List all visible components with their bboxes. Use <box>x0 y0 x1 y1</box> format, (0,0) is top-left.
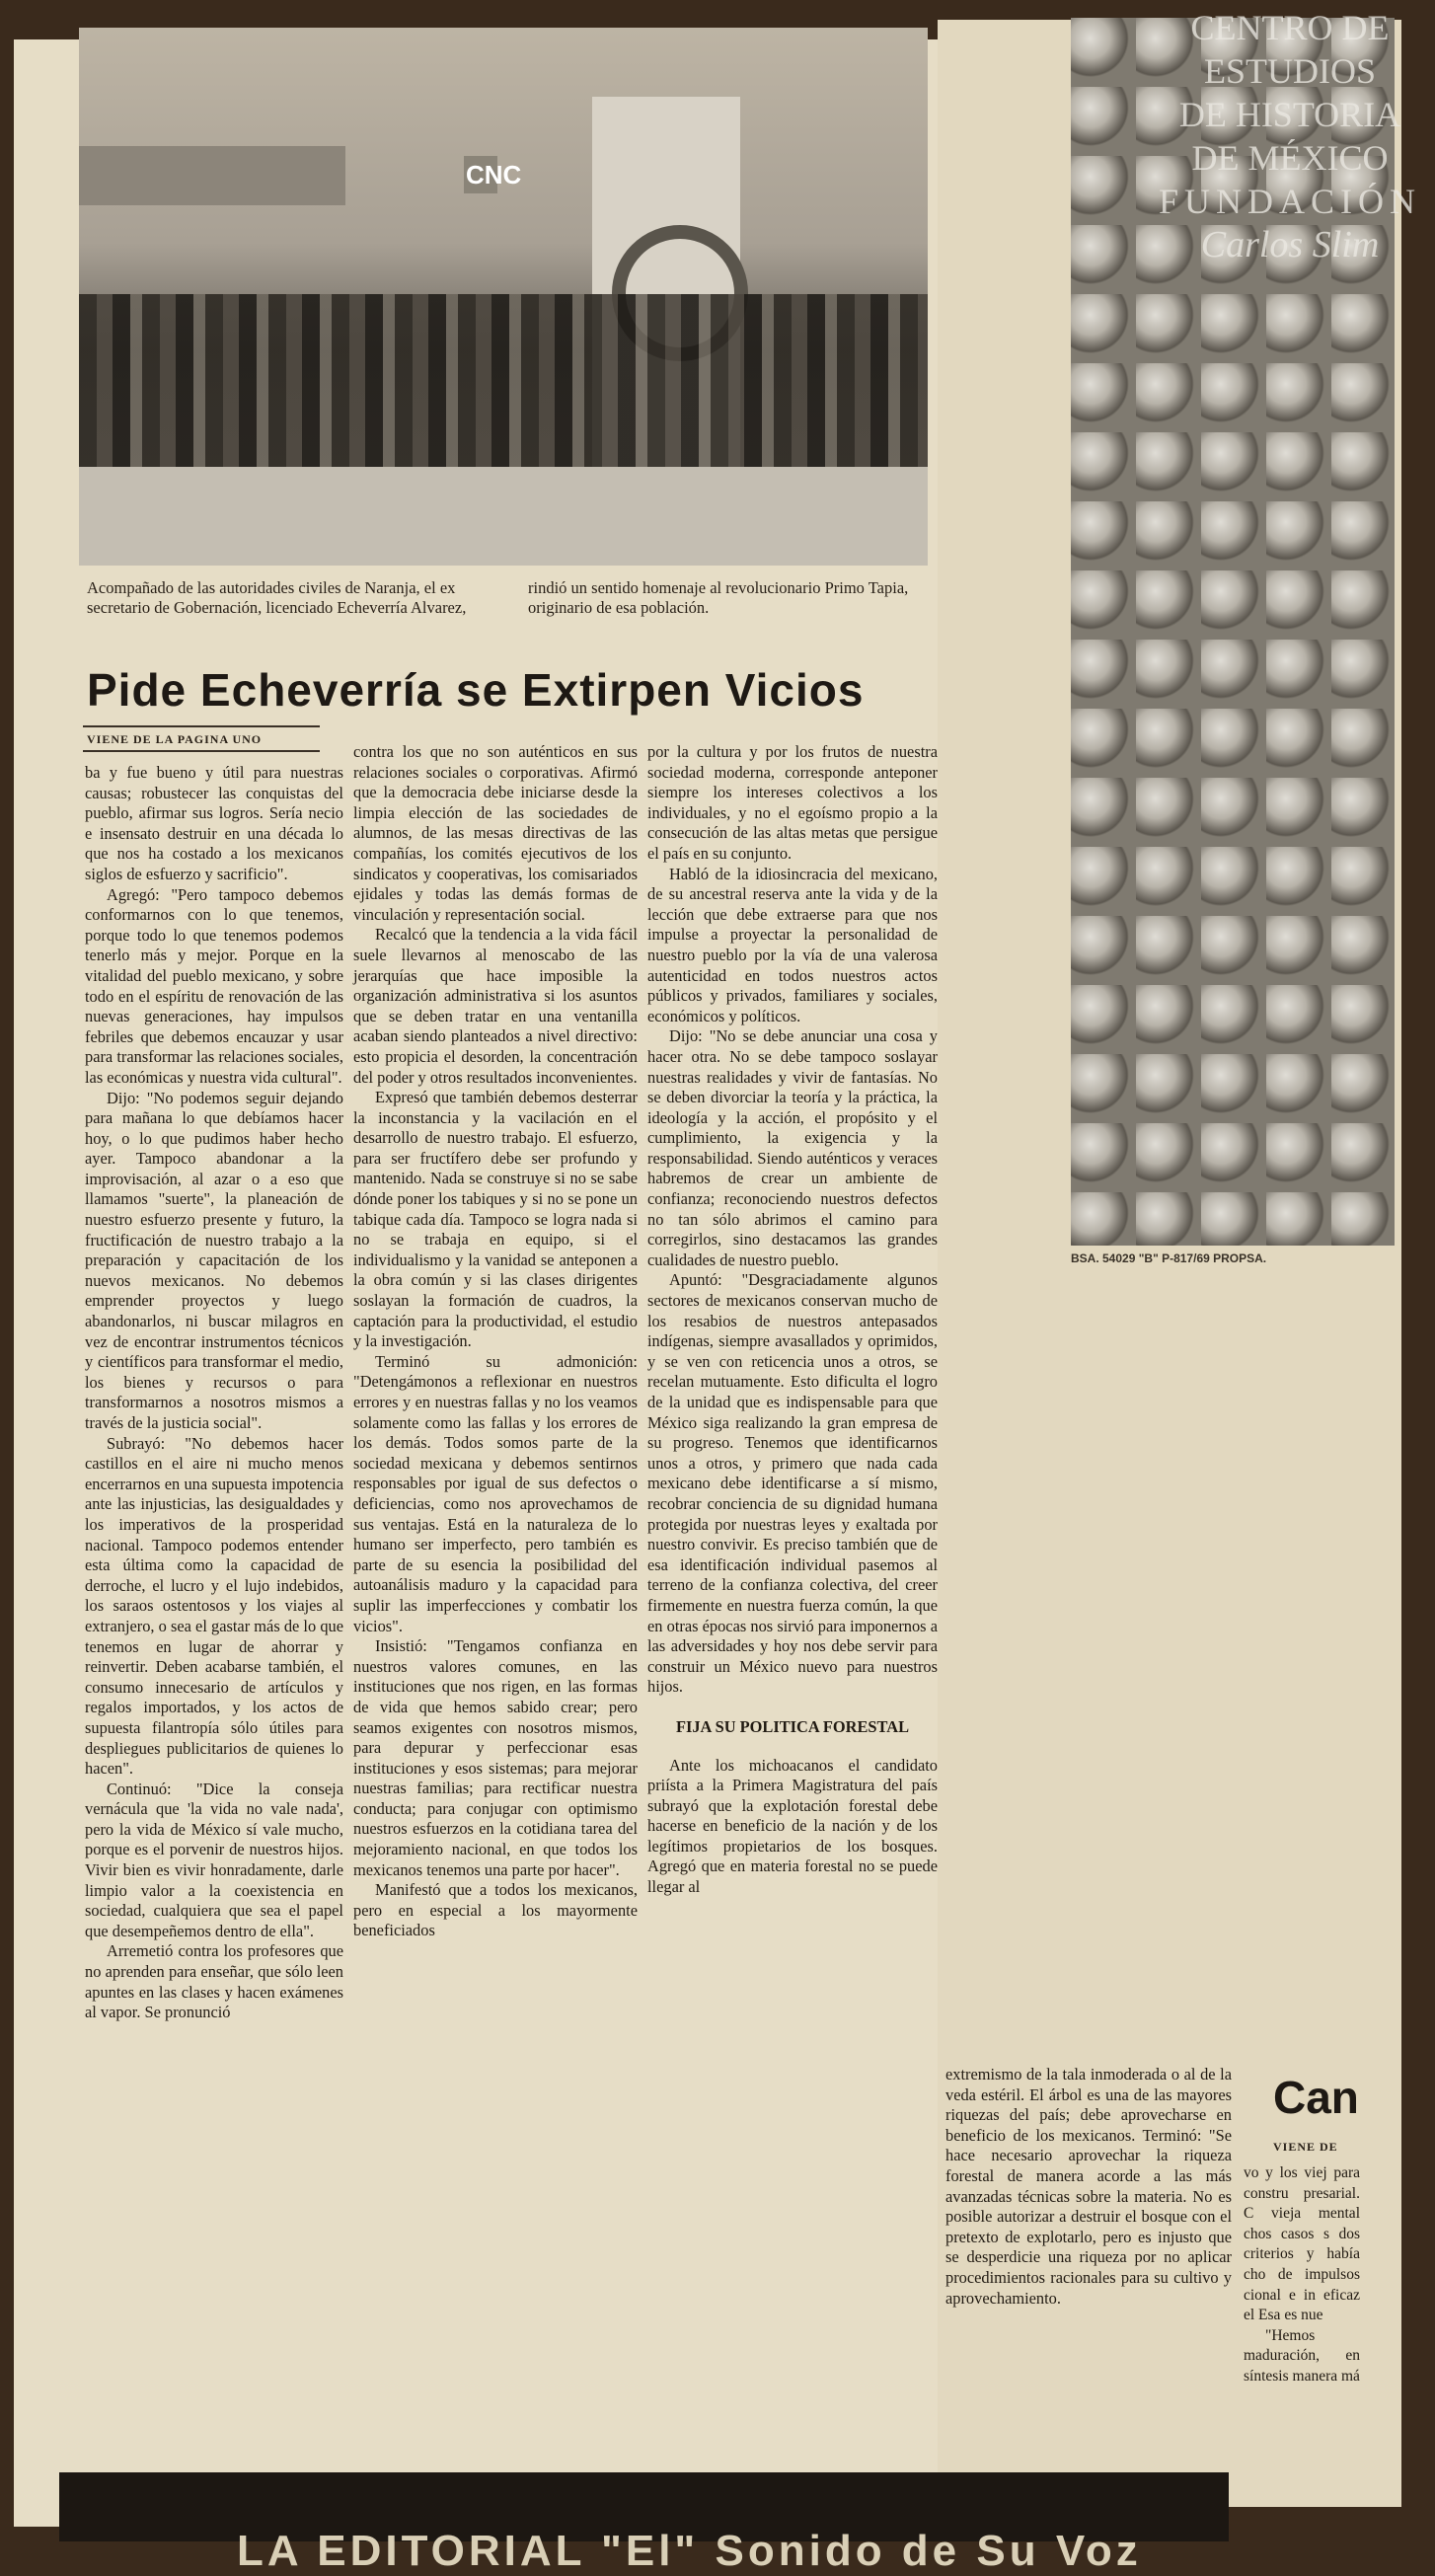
paragraph: por la cultura y por los frutos de nuestra sociedad moderna, corresponde anteponer siempre los intereses colectivos a los individuales, y no el egoísmo propio a la consecución de las altas metas que persigue el país en su conjunto. <box>647 742 938 863</box>
paragraph: ba y fue bueno y útil para nuestras causas; robustecer las conquistas del pueblo, afirmar sus logros. Sería necio e insensato destruir en una década lo que nos ha costado a los mexicanos siglos de esfuerzo y sacrificio". <box>85 763 343 883</box>
photo-caption-right: rindió un sentido homenaje al revolucionario Primo Tapia, originario de esa población. <box>528 578 909 617</box>
partial-kicker: VIENE DE <box>1273 2140 1338 2154</box>
article-kicker: VIENE DE LA PAGINA UNO <box>87 732 263 746</box>
paragraph: Agregó: "Pero tampoco debemos conformarnos con lo que tenemos, porque todo lo que tenemos podemos tenerlo más y mejor. Porque en la vitalidad del pueblo mexicano, y sobre todo en el espíritu de renovación de las nuevas generaciones, hay impulsos febriles que debemos encauzar y usar para transformar las relaciones sociales, las económicas y nuestra vida cultural". <box>85 884 343 1087</box>
paragraph: Expresó que también debemos desterrar la inconstancia y la vacilación en el desarrollo de nuestro trabajo. El esfuerzo, para ser fructífero debe ser profundo y mantenido. Nada se construye si no se sabe dónde poner los tabiques y si no se pone un tabique cada día. Tampoco se logra nada si no se trabaja en equipo, si el individualismo y la vanidad se anteponen a la obra común y si las clases dirigentes soslayan la formación de cuadros, la captación para la productividad, el estudio y la investigación. <box>353 1088 638 1351</box>
paragraph: extremismo de la tala inmoderada o al de la veda estéril. El árbol es una de las mayores riquezas del país; debe aprovecharse en beneficio de los mexicanos. Terminó: "Se hace necesario aprovechar la riqueza forestal de manera acorde a las más avanzadas técnicas sobre la materia. No es posible autorizar a destruir el bosque con el pretexto de explotarlo, pero es injusto que se desperdicie una riqueza por no aplicar procedimientos racionales para su cultivo y aprovechamiento. <box>945 2065 1232 2308</box>
paragraph: Ante los michoacanos el candidato priísta a la Primera Magistratura del país subrayó que la explotación forestal debe hacerse en beneficio de la nación y de los legítimos propietarios de los bosques. Agregó que en materia forestal no se puede llegar al <box>647 1755 938 1897</box>
signature: Carlos Slim <box>1200 224 1380 265</box>
subhead: FIJA SU POLITICA FORESTAL <box>675 1716 910 1736</box>
article-column-4 <box>945 2065 1232 2309</box>
photo-caption-left: Acompañado de las autoridades civiles de Naranja, el ex secretario de Gobernación, licenciado Echeverría Alvarez, <box>87 578 467 617</box>
paragraph: Habló de la idiosincracia del mexicano, de su ancestral reserva ante la vida y de la lección que debe extraerse para que nos impulse a proyectar la personalidad de nuestro pueblo por la vía de una valerosa autenticidad en todos nuestros actos públicos y privados, familiares y sociales, económicos y políticos. <box>647 864 938 1025</box>
article-headline: Pide Echeverría se Extirpen Vicios <box>87 664 865 716</box>
paragraph: Dijo: "No podemos seguir dejando para mañana lo que debíamos hacer hoy, o lo que pudimos haber hecho ayer. Tampoco abandonar a la improvisación, al azar o a eso que llamamos "suerte", la planeación de nuestro esfuerzo presente y futuro, la fructificación de nuestro trabajo a la preparación y capacitación de los nuevos mexicanos. No debemos emprender proyectos y luego abandonarlos, ni buscar milagros en vez de encontrar instrumentos técnicos y científicos para transformar el medio, los bienes y recursos o para transformarnos a nosotros mismos a través de la justicia social". <box>85 1088 343 1432</box>
paragraph: Terminó su admonición: "Detengámonos a reflexionar en nuestros errores y en nuestras fallas y no los veamos solamente como las fallas y los errores de los demás. Todos somos parte de la sociedad mexicana y debemos sentirnos responsables por igual de sus defectos o deficiencias, como nos aprovechamos de sus ventajas. Está en la naturaleza de lo humano ser imperfecto, pero también es parte de su esencia la posibilidad del autoanálisis maduro y la capacidad para suplir las imperfecciones y combatir los vicios". <box>353 1351 638 1635</box>
partial-headline: Can <box>1273 2072 1359 2123</box>
paragraph: Recalcó que la tendencia a la vida fácil suele llevarnos al menoscabo de las jerarquías que hace imposible la organización administrativa si los asuntos que se deben tratar en una ventanilla acaban siendo planteados a nivel directivo: esto propicia el desorden, la concentración del poder y otros resultados inconvenientes. <box>353 925 638 1087</box>
paragraph: Dijo: "No se debe anunciar una cosa y hacer otra. No se debe tampoco soslayar nuestras realidades y vivir de fantasías. No se deben divorciar la teoría y la práctica, la ideología y la acción, el propósito y el cumplimiento, la exigencia y la responsabilidad. Siendo auténticos y veraces habremos de crear un ambiente de confianza; reconociendo nuestros defectos no tan sólo abrimos el camino para corregirlos, sino destacamos las grandes cualidades de nuestro pueblo. <box>647 1026 938 1269</box>
article-column-1 <box>85 763 343 2023</box>
paragraph: Continuó: "Dice la conseja vernácula que 'la vida no vale nada', pero la vida de México sí vale mucho, porque es el porvenir de nuestros hijos. Vivir bien es vivir honradamente, darle limpio valor a la coexistencia en sociedad, cualquiera que sea el papel que desempeñemos dentro de ella". <box>85 1779 343 1940</box>
paragraph: Subrayó: "No debemos hacer castillos en el aire ni mucho menos encerrarnos en una supuesta impotencia ante las injusticias, las desigualdades y los imperativos de la prosperidad nacional. Tampoco podemos entender esta última como la capacidad de derroche, el lucro y el lujo indebidos, los saraos ostentosos y los viajes al extranjero, o sea el gastar más de lo que tenemos en lugar de ahorrar y reinvertir. Deben acabarse también, el consumo innecesario de artículos y regalos importados, y los actos de supuesta filantropía sólo útiles para despliegues publicitarios de quienes lo hacen". <box>85 1433 343 1779</box>
paragraph: Manifestó que a todos los mexicanos, pero en especial a los mayormente beneficiados <box>353 1880 638 1940</box>
article-column-2 <box>353 742 638 1941</box>
photo-credit: BSA. 54029 "B" P-817/69 PROPSA. <box>1071 1251 1267 1265</box>
paragraph: contra los que no son auténticos en sus relaciones sociales o corporativas. Afirmó que la democracia debe iniciarse desde la limpia elección de las sociedades de alumnos, de las mesas directivas de las compañías, los comités ejecutivos de los sindicatos y cooperativas, los comisariados ejidales y todas las demás formas de vinculación y representación social. <box>353 742 638 924</box>
partial-column: vo y los viej para constru presarial. C vieja mental chos casos s dos criterios y había cho de impulsos cional e in eficaz el Esa es nue "Hemos maduración, en síntesis manera má <box>1244 2164 1360 2385</box>
cnc-sign: CNC <box>464 156 497 193</box>
paragraph: Insistió: "Tengamos confianza en nuestros valores comunes, en las instituciones que nos rigen, en las formas de vida que hemos sabido crear; pero seamos exigentes con nosotros mismos, para depurar y perfeccionar esas instituciones y esos sistemas; para mejorar nuestras familias; para rectificar nuestra conducta; para conjugar con optimismo nuestros esfuerzos en la cotidiana tarea del mejoramiento nacional, en que todos los mexicanos tenemos una parte por hacer". <box>353 1636 638 1879</box>
article-column-3 <box>647 742 938 1898</box>
crowd <box>79 294 928 472</box>
paragraph: Apuntó: "Desgraciadamente algunos sectores de mexicanos conservan mucho de los resabios de nuestros antepasados indígenas, siempre avasallados y oprimidos, y se ven con reticencia unos a otros, se recelan mutuamente. Esto dificulta el logro de la unidad que es indispensable para que México siga realizando la gran empresa de su progreso. Tenemos que identificarnos unos a otros, y primero que nada cada mexicano debe identificarse a sí mismo, recobrar conciencia de su dignidad humana protegida por nuestras leyes y exaltada por nuestro convivir. Es preciso también que de esa identificación individual pasemos al terreno de la confianza colectiva, del creer firmemente en nuestra fuerza común, la que en otras épocas nos sirvió para imponernos a las adversidades y hoy nos debe servir para construir un México nuevo para nuestros hijos. <box>647 1270 938 1697</box>
archive-watermark: CENTRO DE ESTUDIOS DE HISTORIA DE MÉXICO FUNDACIÓN Carlos Slim <box>1158 8 1421 265</box>
paragraph: Arremetió contra los profesores que no aprenden para enseñar, que sólo leen apuntes en las clases y hacen exámenes al vapor. Se pronunció <box>85 1941 343 2022</box>
news-photo <box>79 28 928 566</box>
bottom-banner-text: LA EDITORIAL "El" Sonido de Su Voz <box>237 2527 1142 2575</box>
